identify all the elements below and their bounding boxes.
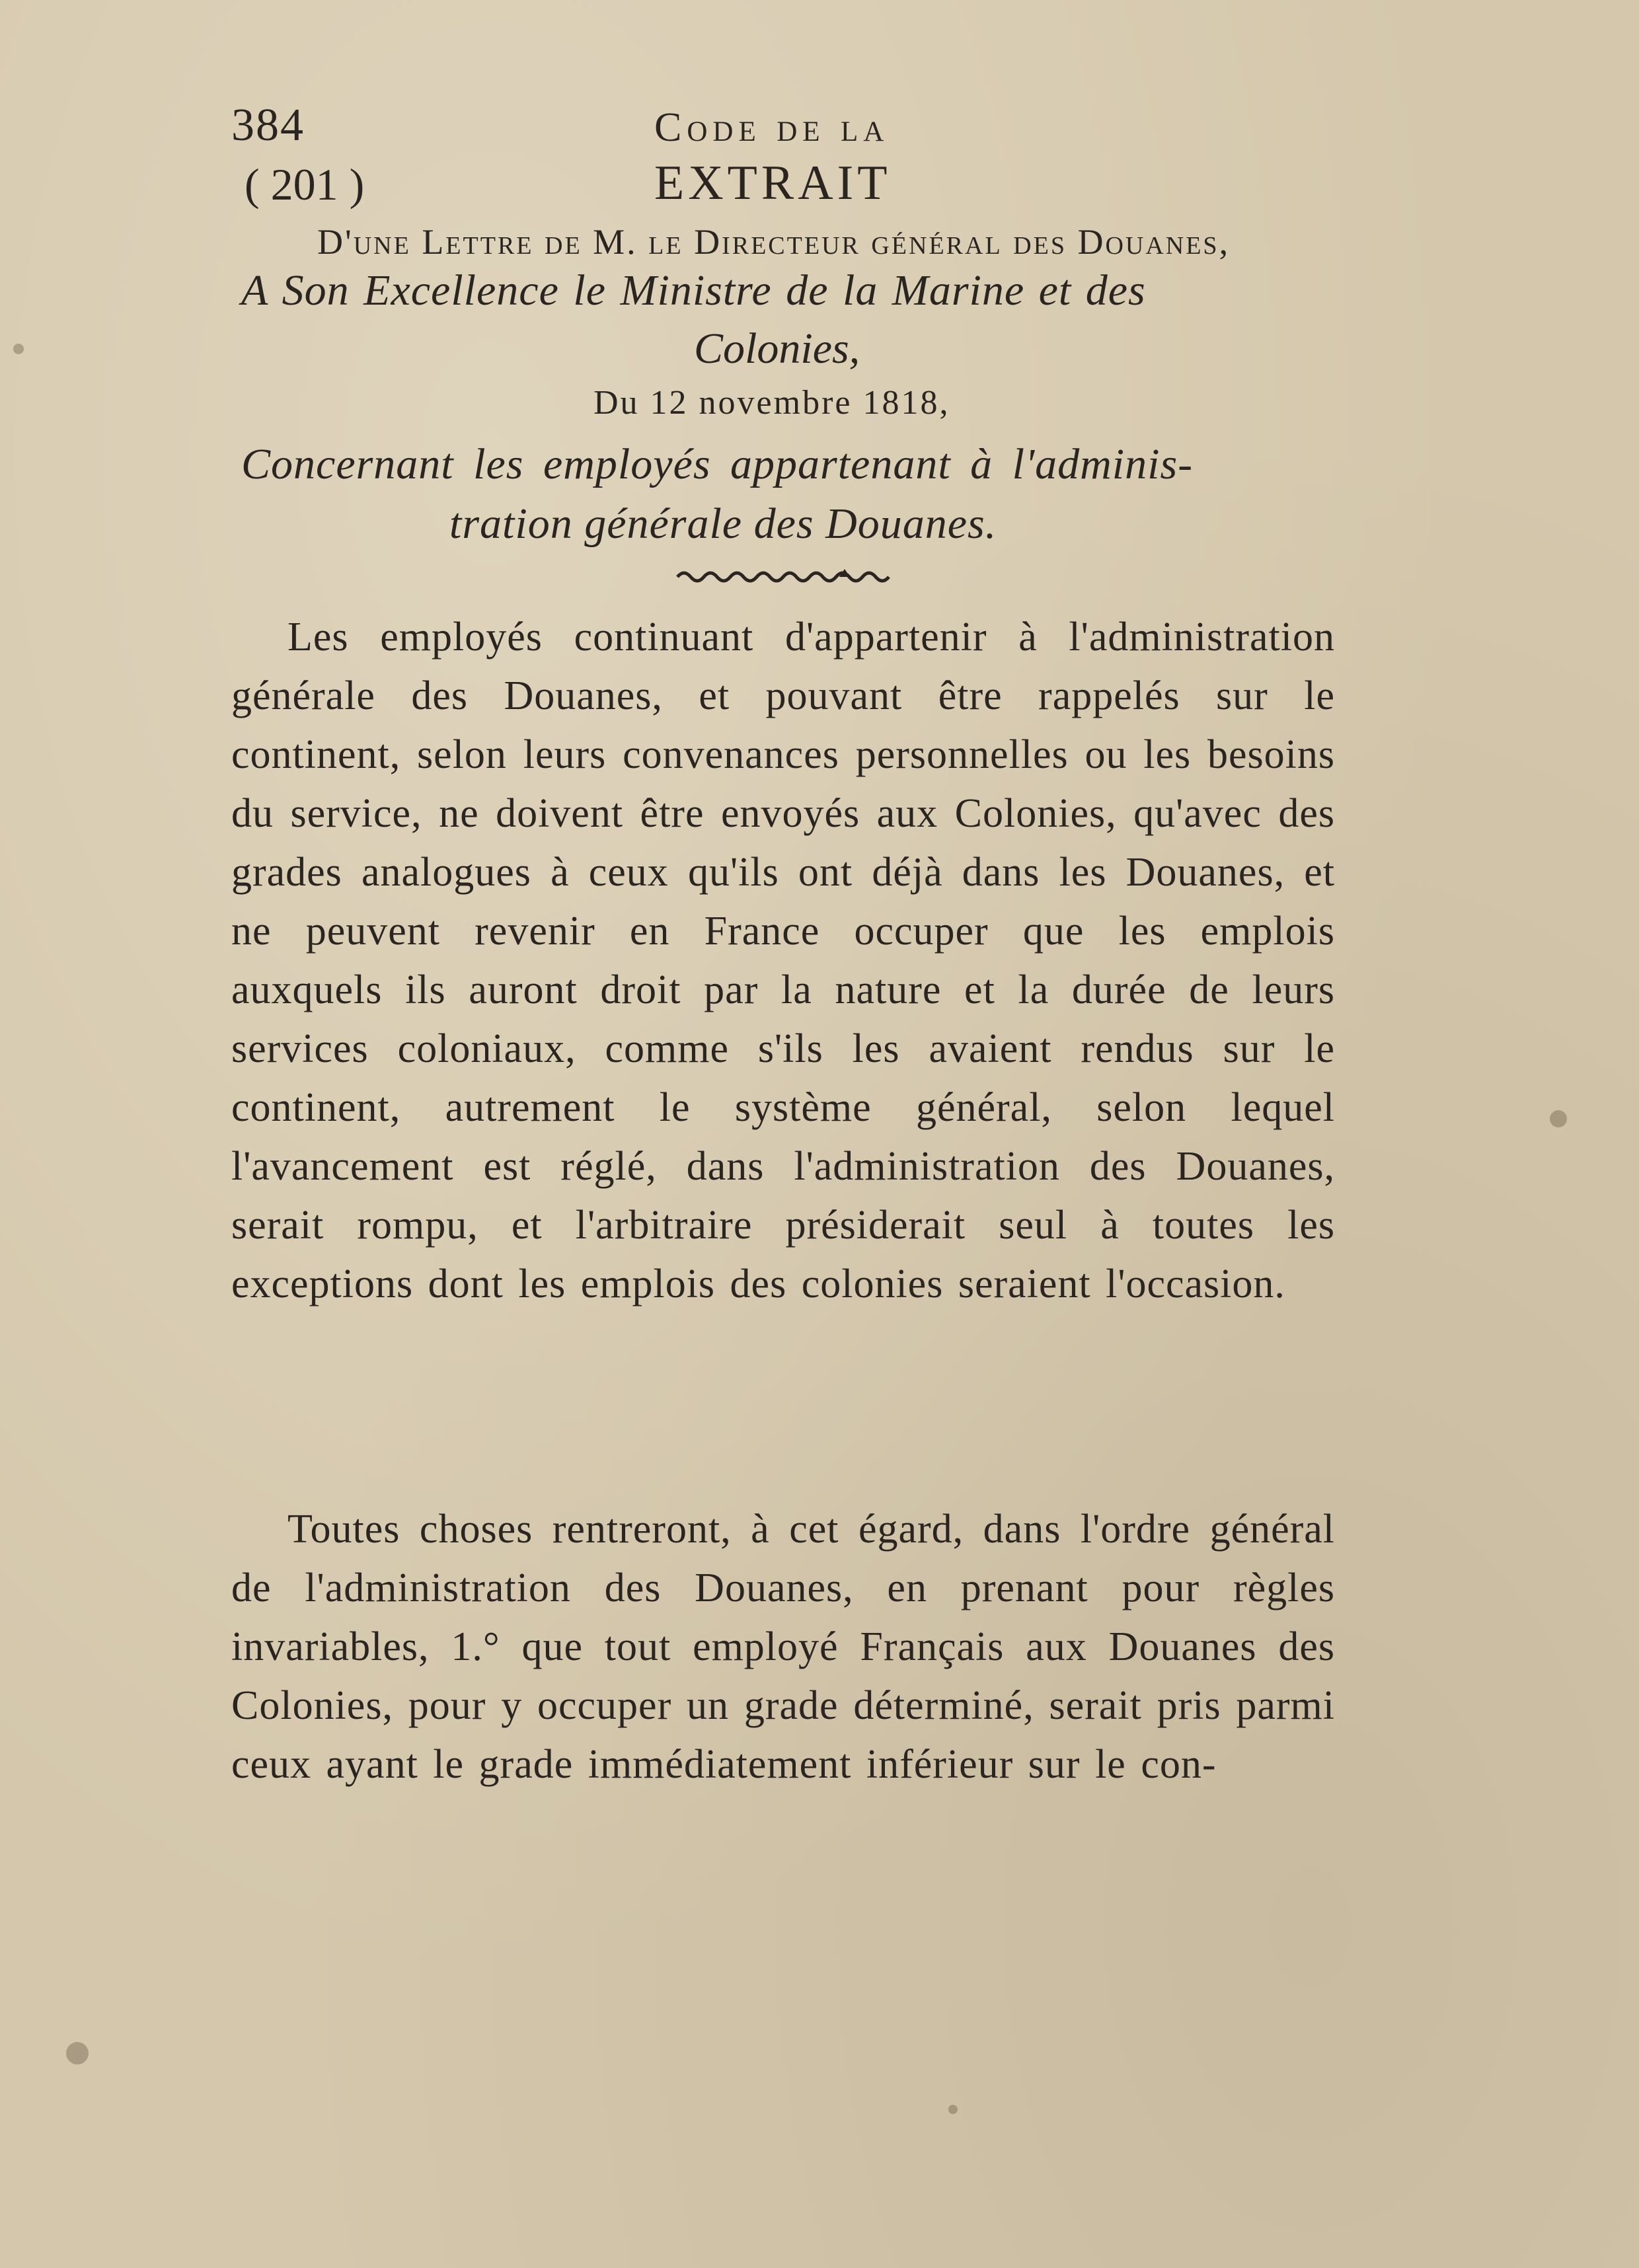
date-line: Du 12 novembre 1818, <box>593 384 950 422</box>
subject-line-1: Concernant les employés appartenant à l'adminis- <box>241 440 1194 488</box>
paper-stain <box>1550 1110 1567 1127</box>
document-number: ( 201 ) <box>245 159 365 209</box>
paper-stain <box>13 344 24 354</box>
addressee-line-1: A Son Excellence le Ministre de la Marine et des <box>241 266 1146 315</box>
page-number: 384 <box>231 100 305 151</box>
letter-from-line: D'une Lettre de M. le Directeur général des Douanes, <box>317 222 1231 262</box>
paper-stain <box>948 2105 958 2114</box>
running-head: Code de la <box>654 105 890 150</box>
ornament-divider-icon <box>674 565 892 585</box>
paper-stain <box>66 2042 89 2064</box>
document-title: EXTRAIT <box>654 156 892 210</box>
addressee-line-2: Colonies, <box>694 324 860 373</box>
body-paragraph-2: Toutes choses rentreront, à cet égard, dans l'ordre général de l'administration des Douanes, en prenant pour règles invariables, 1.° que tout employé Français aux Douanes des Colonies, pour y occuper un grade déterminé, serait pris parmi ceux ayant le grade immédiatement inférieur sur le con- <box>231 1507 1335 1787</box>
subject-line-2: tration générale des Douanes. <box>449 500 997 548</box>
body-paragraph-1: Les employés continuant d'appartenir à l'administration générale des Douanes, et pouvant être rappelés sur le continent, selon leurs convenances personnelles ou les besoins du service, ne doivent être envoyés aux Colonies, qu'avec des grades analogues à ceux qu'ils ont déjà dans les Douanes, et ne peuvent revenir en France occuper que les emplois auxquels ils auront droit par la nature et la durée de leurs services coloniaux, comme s'ils les avaient rendus sur le continent, autrement le système général, selon lequel l'avancement est réglé, dans l'administration des Douanes, serait rompu, et l'arbitraire présiderait seul à toutes les exceptions dont les emplois des colonies seraient l'occasion. <box>231 615 1335 1306</box>
